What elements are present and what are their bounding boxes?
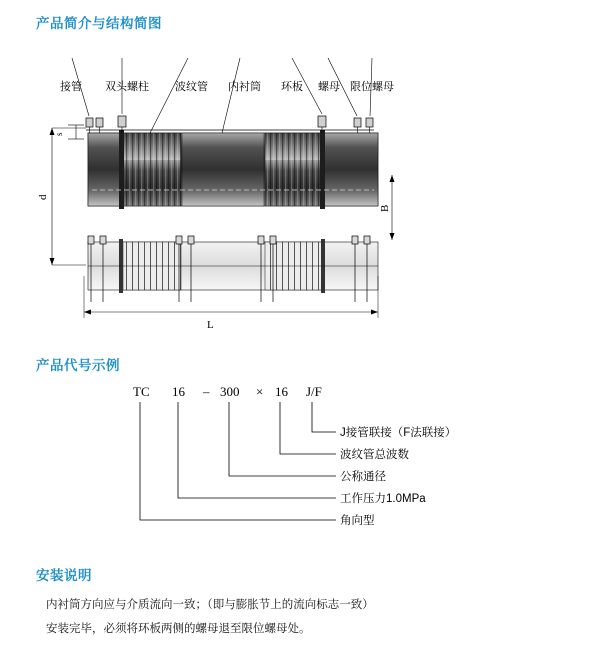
code-desc-type: 角向型 bbox=[340, 515, 375, 527]
callout-label-nut: 螺母 bbox=[318, 81, 340, 93]
callout-label-ring-plate: 环板 bbox=[281, 81, 303, 93]
install-note-1: 内衬筒方向应与介质流向一致；（即与膨胀节上的流向标志一致） bbox=[46, 599, 374, 611]
product-code-example bbox=[0, 372, 600, 552]
code-desc-waves: 波纹管总波数 bbox=[340, 449, 409, 461]
svg-text:B: B bbox=[379, 204, 391, 212]
svg-text:d: d bbox=[37, 194, 49, 200]
code-desc-diameter: 公称通径 bbox=[340, 471, 386, 483]
code-desc-connection: J接管联接（F法联接） bbox=[340, 427, 457, 439]
callout-label-liner: 内衬筒 bbox=[228, 81, 261, 93]
section-title-install: 安装说明 bbox=[36, 568, 92, 583]
install-note-2: 安装完毕，必须将环板两侧的螺母退至限位螺母处。 bbox=[46, 623, 311, 635]
code-token-times: × bbox=[256, 384, 264, 399]
code-token-dash: – bbox=[203, 384, 210, 399]
svg-text:s: s bbox=[54, 132, 64, 136]
code-desc-pressure: 工作压力1.0MPa bbox=[340, 493, 426, 505]
code-token-series: TC bbox=[133, 384, 150, 399]
svg-text:L: L bbox=[207, 319, 214, 331]
callout-label-limit-nut: 限位螺母 bbox=[350, 81, 394, 93]
code-token-connection: J/F bbox=[306, 384, 322, 399]
section-title-code: 产品代号示例 bbox=[36, 358, 120, 373]
section-title-intro: 产品简介与结构简图 bbox=[36, 16, 162, 31]
code-token-waves: 16 bbox=[275, 384, 288, 399]
code-token-diameter: 300 bbox=[220, 384, 240, 399]
callout-label-nozzle: 接管 bbox=[60, 81, 82, 93]
callout-label-double-stud: 双头螺柱 bbox=[105, 81, 149, 93]
code-token-pressure: 16 bbox=[172, 384, 185, 399]
install-notes bbox=[46, 596, 566, 644]
callout-label-bellows: 波纹管 bbox=[175, 81, 208, 93]
structure-diagram bbox=[0, 40, 600, 340]
